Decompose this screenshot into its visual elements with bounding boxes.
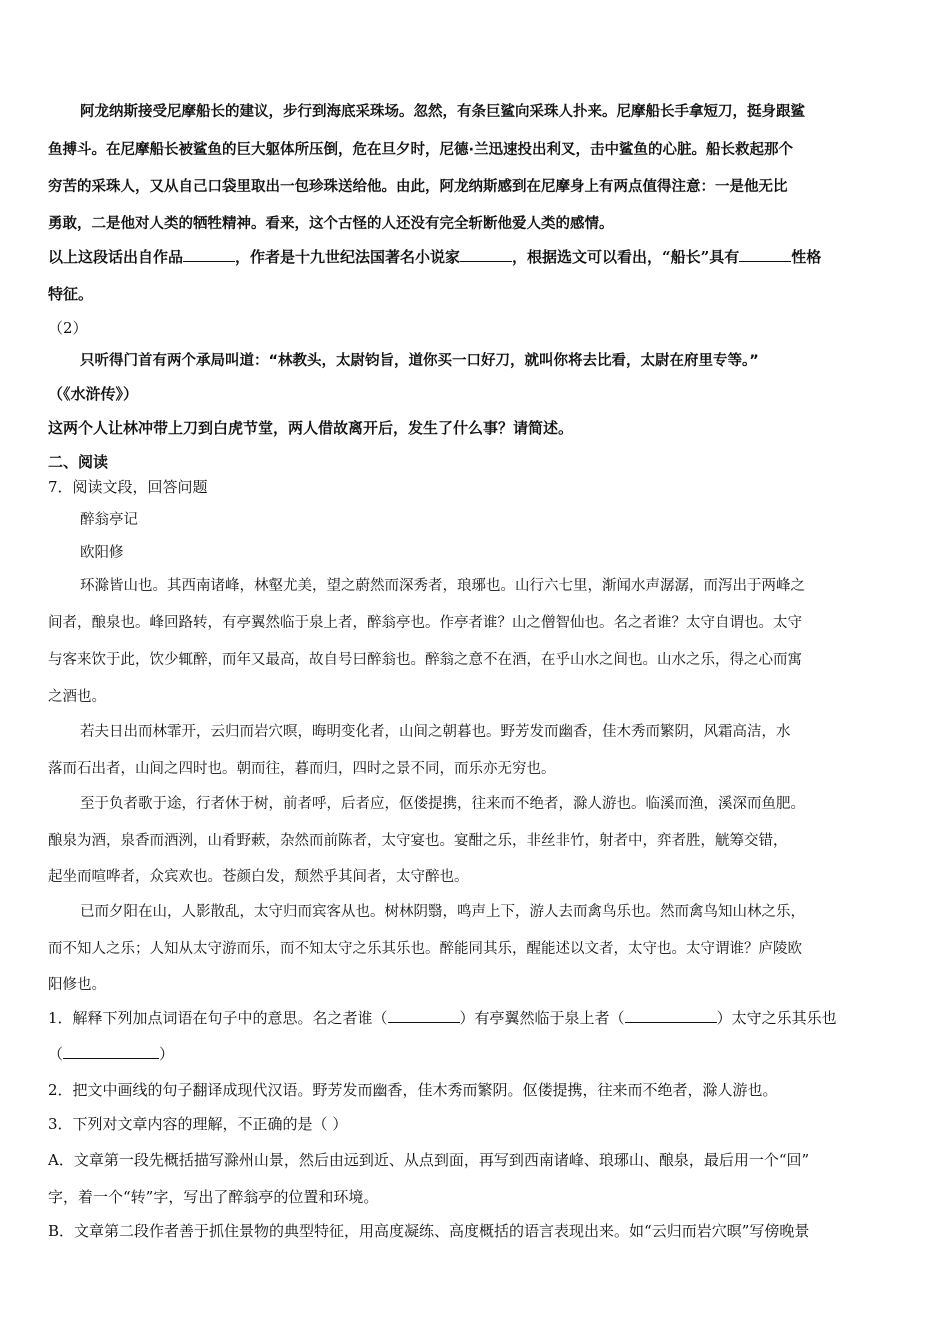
excerpt1-line-1: 阿龙纳斯接受尼摩船长的建议，步行到海底采珠场。忽然，有条巨鲨向采珠人扑来。尼摩船长手拿短刀，挺身跟鲨 <box>80 104 805 120</box>
sub1-text-a: 1．解释下列加点词语在句子中的意思。名之者谁（ <box>48 1009 388 1027</box>
sub-question-2: 2．把文中画线的句子翻译成现代汉语。野芳发而幽香，佳木秀而繁阴。伛偻提携，往来而不绝者，滁人游也。 <box>48 1081 778 1099</box>
sub1-text-e: ） <box>159 1045 175 1063</box>
answer-blank[interactable] <box>63 1044 159 1059</box>
essay-line: 阳修也。 <box>48 977 106 993</box>
answer-blank[interactable] <box>388 1008 460 1023</box>
essay-line: 之酒也。 <box>48 689 106 705</box>
question-2: 这两个人让林冲带上刀到白虎节堂，两人借故离开后，发生了什么事？请简述。 <box>48 419 574 437</box>
essay-line: 与客来饮于此，饮少辄醉，而年又最高，故自号曰醉翁也。醉翁之意不在酒，在乎山水之间也。山水之乐，得之心而寓 <box>48 652 802 668</box>
q7-intro: 7．阅读文段，回答问题 <box>48 478 208 496</box>
essay-line: 酿泉为酒，泉香而酒洌，山肴野蔌，杂然而前陈者，太守宴也。宴酣之乐，非丝非竹，射者中，弈者胜，觥筹交错， <box>48 833 788 849</box>
q1-end: 特征。 <box>48 285 94 303</box>
excerpt2-line-1: 只听得门首有两个承局叫道：“林教头，太尉钧旨，道你买一口好刀，就叫你将去比看，太尉在府里专等。” <box>80 353 759 369</box>
sub1-text-d: （ <box>48 1045 64 1063</box>
sub-question-1-cont <box>48 1044 908 1064</box>
option-a[interactable]: A．文章第一段先概括描写滁州山景，然后由远到近、从点到面，再写到西南诸峰、琅琊山、酿泉，最后用一个“回” <box>48 1151 810 1169</box>
excerpt2-source: （《水浒传》） <box>48 385 139 403</box>
q1-text-b: ，作者是十九世纪法国著名小说家 <box>235 248 461 266</box>
essay-line: 间者，酿泉也。峰回路转，有亭翼然临于泉上者，醉翁亭也。作亭者谁？山之僧智仙也。名之者谁？太守自谓也。太守 <box>48 615 802 631</box>
sub1-text-c: ）太守之乐其乐也 <box>716 1009 837 1027</box>
sub-question-3: 3．下列对文章内容的理解，不正确的是（ ） <box>48 1115 348 1133</box>
excerpt1-line-4: 勇敢，二是他对人类的牺牲精神。看来，这个古怪的人还没有完全斩断他爱人类的感情。 <box>48 216 614 232</box>
option-a-cont: 字，着一个“转”字，写出了醉翁亭的位置和环境。 <box>48 1188 379 1206</box>
answer-blank[interactable] <box>183 247 235 262</box>
answer-blank[interactable] <box>739 247 791 262</box>
question-fill-in <box>48 247 908 267</box>
section-heading: 二、阅读 <box>48 453 109 471</box>
sub1-text-b: ）有亭翼然临于泉上者（ <box>459 1009 625 1027</box>
essay-line: 至于负者歌于途，行者休于树，前者呼，后者应，伛偻提携，往来而不绝者，滁人游也。临溪而渔，溪深而鱼肥。 <box>80 796 805 812</box>
essay-title: 醉翁亭记 <box>80 512 138 528</box>
excerpt1-line-2: 鱼搏斗。在尼摩船长被鲨鱼的巨大躯体所压倒，危在旦夕时，尼德·兰迅速投出利叉，击中鲨鱼的心脏。船长救起那个 <box>48 142 794 158</box>
essay-author: 欧阳修 <box>80 545 124 561</box>
q1-text-c: ，根据选文可以看出，“船长”具有 <box>512 248 740 266</box>
essay-line: 环滁皆山也。其西南诸峰，林壑尤美，望之蔚然而深秀者，琅琊也。山行六七里，渐闻水声潺潺，而泻出于两峰之 <box>80 578 805 594</box>
answer-blank[interactable] <box>460 247 512 262</box>
q1-text-d: 性格 <box>791 248 822 266</box>
answer-blank[interactable] <box>625 1008 717 1023</box>
essay-line: 已而夕阳在山，人影散乱，太守归而宾客从也。树林阴翳，鸣声上下，游人去而禽鸟乐也。然而禽鸟知山林之乐， <box>80 904 805 920</box>
excerpt1-line-3: 穷苦的采珠人，又从自己口袋里取出一包珍珠送给他。由此，阿龙纳斯感到在尼摩身上有两点值得注意：一是他无比 <box>48 179 788 195</box>
essay-line: 落而石出者，山间之四时也。朝而往，暮而归，四时之景不同，而乐亦无穷也。 <box>48 761 556 777</box>
essay-line: 而不知人之乐；人知从太守游而乐，而不知太守之乐其乐也。醉能同其乐，醒能述以文者，太守也。太守谓谁？庐陵欧 <box>48 941 802 957</box>
sub-question-1 <box>48 1008 908 1028</box>
q1-text-a: 以上这段话出自作品 <box>48 248 184 266</box>
part2-label: （2） <box>48 319 88 337</box>
option-b[interactable]: B．文章第二段作者善于抓住景物的典型特征，用高度凝练、高度概括的语言表现出来。如“云归而岩穴暝”写傍晚景 <box>48 1222 810 1240</box>
essay-line: 若夫日出而林霏开，云归而岩穴暝，晦明变化者，山间之朝暮也。野芳发而幽香，佳木秀而繁阴，风霜高洁，水 <box>80 724 791 740</box>
essay-line: 起坐而喧哗者，众宾欢也。苍颜白发，颓然乎其间者，太守醉也。 <box>48 869 469 885</box>
